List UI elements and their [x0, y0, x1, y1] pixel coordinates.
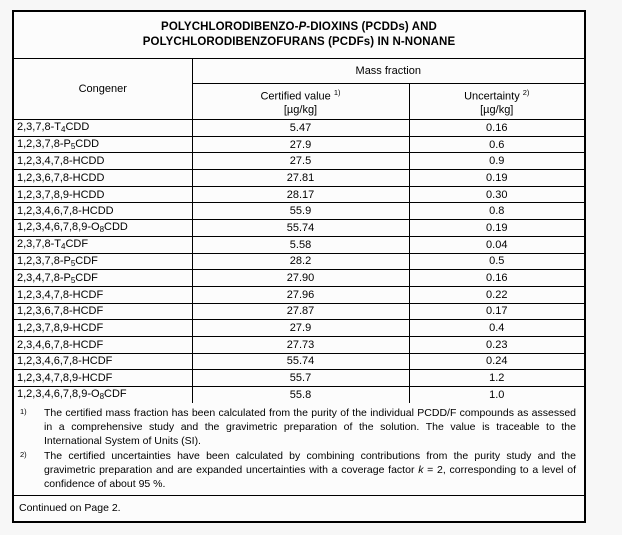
- congener-cell: 1,2,3,6,7,8-HCDF: [14, 303, 192, 320]
- certified-value-cell: 5.47: [192, 120, 409, 137]
- congener-cell: 1,2,3,7,8,9-HCDD: [14, 186, 192, 203]
- certified-value-cell: 27.73: [192, 336, 409, 353]
- uncertainty-cell: 0.8: [409, 203, 584, 220]
- table-body: [14, 120, 584, 403]
- uncertainty-cell: 0.23: [409, 336, 584, 353]
- certified-value-cell: 27.96: [192, 286, 409, 303]
- certified-value-cell: 55.8: [192, 387, 409, 403]
- certified-value-text: Certified value: [260, 90, 331, 103]
- congener-cell: $1,2,3,7,8-P_5CDF$: [14, 253, 192, 270]
- uncertainty-cell: 0.17: [409, 303, 584, 320]
- table-row: [14, 153, 584, 170]
- congener-subscript: 5: [70, 258, 76, 268]
- congener-cell: $2,3,7,8-T_4CDD$: [14, 120, 192, 137]
- congener-cell: 1,2,3,4,7,8-HCDF: [14, 286, 192, 303]
- table-row: [14, 220, 584, 237]
- uncertainty-cell: 0.30: [409, 186, 584, 203]
- congener-subscript: 5: [70, 275, 76, 285]
- congener-subscript: 5: [70, 142, 76, 152]
- title-line-1: [161, 20, 437, 35]
- certified-value-cell: 55.9: [192, 203, 409, 220]
- footnote-2-italic-k: k: [418, 463, 424, 476]
- column-header-congener: Congener: [14, 59, 192, 120]
- certified-value-cell: 27.81: [192, 170, 409, 187]
- certified-value-cell: 27.9: [192, 320, 409, 337]
- certified-value-cell: 55.74: [192, 220, 409, 237]
- congener-cell: $1,2,3,4,6,7,8,9-O_8CDF$: [14, 387, 192, 403]
- table-row: [14, 120, 584, 137]
- certified-value-cell: 28.17: [192, 186, 409, 203]
- title-line-1-italic-p: P: [298, 21, 307, 33]
- certified-value-cell: 28.2: [192, 253, 409, 270]
- congener-subscript: 4: [61, 125, 66, 135]
- table-row: [14, 136, 584, 153]
- congener-subscript: 8: [99, 225, 105, 235]
- table-row: [14, 170, 584, 187]
- table-row: [14, 336, 584, 353]
- uncertainty-text: Uncertainty: [464, 90, 520, 103]
- congener-cell: $2,3,7,8-T_4CDF$: [14, 236, 192, 253]
- uncertainty-cell: 0.22: [409, 286, 584, 303]
- footnote-1-text: The certified mass fraction has been calculated from the purity of the individual PCDD/F compounds as assessed in a comprehensive study and the gravimetric preparation of the solution. The value is traceable to the International System of Units (SI).: [44, 406, 576, 448]
- title-line-1-post: -DIOXINS (PCDDs) AND: [306, 21, 437, 33]
- congener-cell: 1,2,3,4,6,7,8-HCDF: [14, 353, 192, 370]
- certified-value-cell: 5.58: [192, 236, 409, 253]
- congener-cell: 2,3,4,6,7,8-HCDF: [14, 336, 192, 353]
- uncertainty-cell: 0.16: [409, 270, 584, 287]
- uncertainty-cell: 0.24: [409, 353, 584, 370]
- column-header-certified-value: [192, 84, 409, 120]
- column-header-uncertainty: [409, 84, 584, 120]
- uncertainty-cell: 0.19: [409, 220, 584, 237]
- congener-cell: 1,2,3,6,7,8-HCDD: [14, 170, 192, 187]
- footnote-2-text-post: = 2, corresponding to a level of confidence of about 95 %.: [44, 463, 576, 491]
- table-row: [14, 353, 584, 370]
- footnote-2-text-pre: The certified uncertainties have been calculated by combining contributions from the purity study and the gravimetric preparation and are expanded uncertainties with a coverage factor: [44, 449, 576, 476]
- uncertainty-cell: 0.9: [409, 153, 584, 170]
- uncertainty-cell: 0.4: [409, 320, 584, 337]
- uncertainty-cell: 0.16: [409, 120, 584, 137]
- certificate-table: [12, 10, 586, 523]
- certified-value-unit: [µg/kg]: [283, 103, 318, 116]
- certified-value-cell: 27.90: [192, 270, 409, 287]
- title-line-1-pre: POLYCHLORODIBENZO-: [161, 21, 299, 33]
- uncertainty-cell: 1.2: [409, 370, 584, 387]
- continued-note: Continued on Page 2.: [14, 495, 584, 521]
- table-row: [14, 270, 584, 287]
- footnote-1: [20, 406, 576, 449]
- footnote-ref-1: 1): [333, 88, 341, 98]
- congener-subscript: 4: [61, 242, 66, 252]
- congener-cell: 1,2,3,4,6,7,8-HCDD: [14, 203, 192, 220]
- uncertainty-cell: 1.0: [409, 387, 584, 403]
- footnote-2-marker: 2): [20, 449, 27, 459]
- congener-cell: $1,2,3,7,8-P_5CDD$: [14, 136, 192, 153]
- congener-cell: $2,3,4,7,8-P_5CDF$: [14, 270, 192, 287]
- congener-cell: 1,2,3,7,8,9-HCDF: [14, 320, 192, 337]
- congener-cell: 1,2,3,4,7,8,9-HCDF: [14, 370, 192, 387]
- certified-value-cell: 27.9: [192, 136, 409, 153]
- uncertainty-unit: [µg/kg]: [480, 103, 514, 116]
- table-title: [14, 12, 584, 59]
- footnote-ref-2: 2): [522, 88, 530, 98]
- table-row: [14, 186, 584, 203]
- uncertainty-label: [410, 86, 585, 104]
- certified-value-cell: 27.5: [192, 153, 409, 170]
- congener-cell: 1,2,3,4,7,8-HCDD: [14, 153, 192, 170]
- uncertainty-cell: 0.19: [409, 170, 584, 187]
- table-row: [14, 320, 584, 337]
- column-header-mass-fraction: Mass fraction: [192, 59, 584, 84]
- certified-value-cell: 55.74: [192, 353, 409, 370]
- table-row: [14, 286, 584, 303]
- table-row: [14, 236, 584, 253]
- table-row: [14, 303, 584, 320]
- footnote-2: [20, 449, 576, 492]
- table-row: [14, 370, 584, 387]
- footnote-2-text: [44, 449, 576, 492]
- congener-data-table: [14, 59, 584, 403]
- certified-value-cell: 27.87: [192, 303, 409, 320]
- uncertainty-cell: 0.6: [409, 136, 584, 153]
- table-row: [14, 203, 584, 220]
- table-row: [14, 253, 584, 270]
- congener-subscript: 8: [99, 392, 105, 402]
- uncertainty-cell: 0.5: [409, 253, 584, 270]
- footnotes-section: [14, 403, 584, 495]
- certified-value-label: [193, 86, 409, 104]
- certified-value-cell: 55.7: [192, 370, 409, 387]
- table-header: [14, 59, 584, 120]
- table-row: [14, 387, 584, 403]
- congener-cell: $1,2,3,4,6,7,8,9-O_8CDD$: [14, 220, 192, 237]
- uncertainty-cell: 0.04: [409, 236, 584, 253]
- title-line-2: POLYCHLORODIBENZOFURANS (PCDFs) IN N-NONANE: [142, 36, 456, 48]
- footnote-1-marker: 1): [20, 406, 27, 416]
